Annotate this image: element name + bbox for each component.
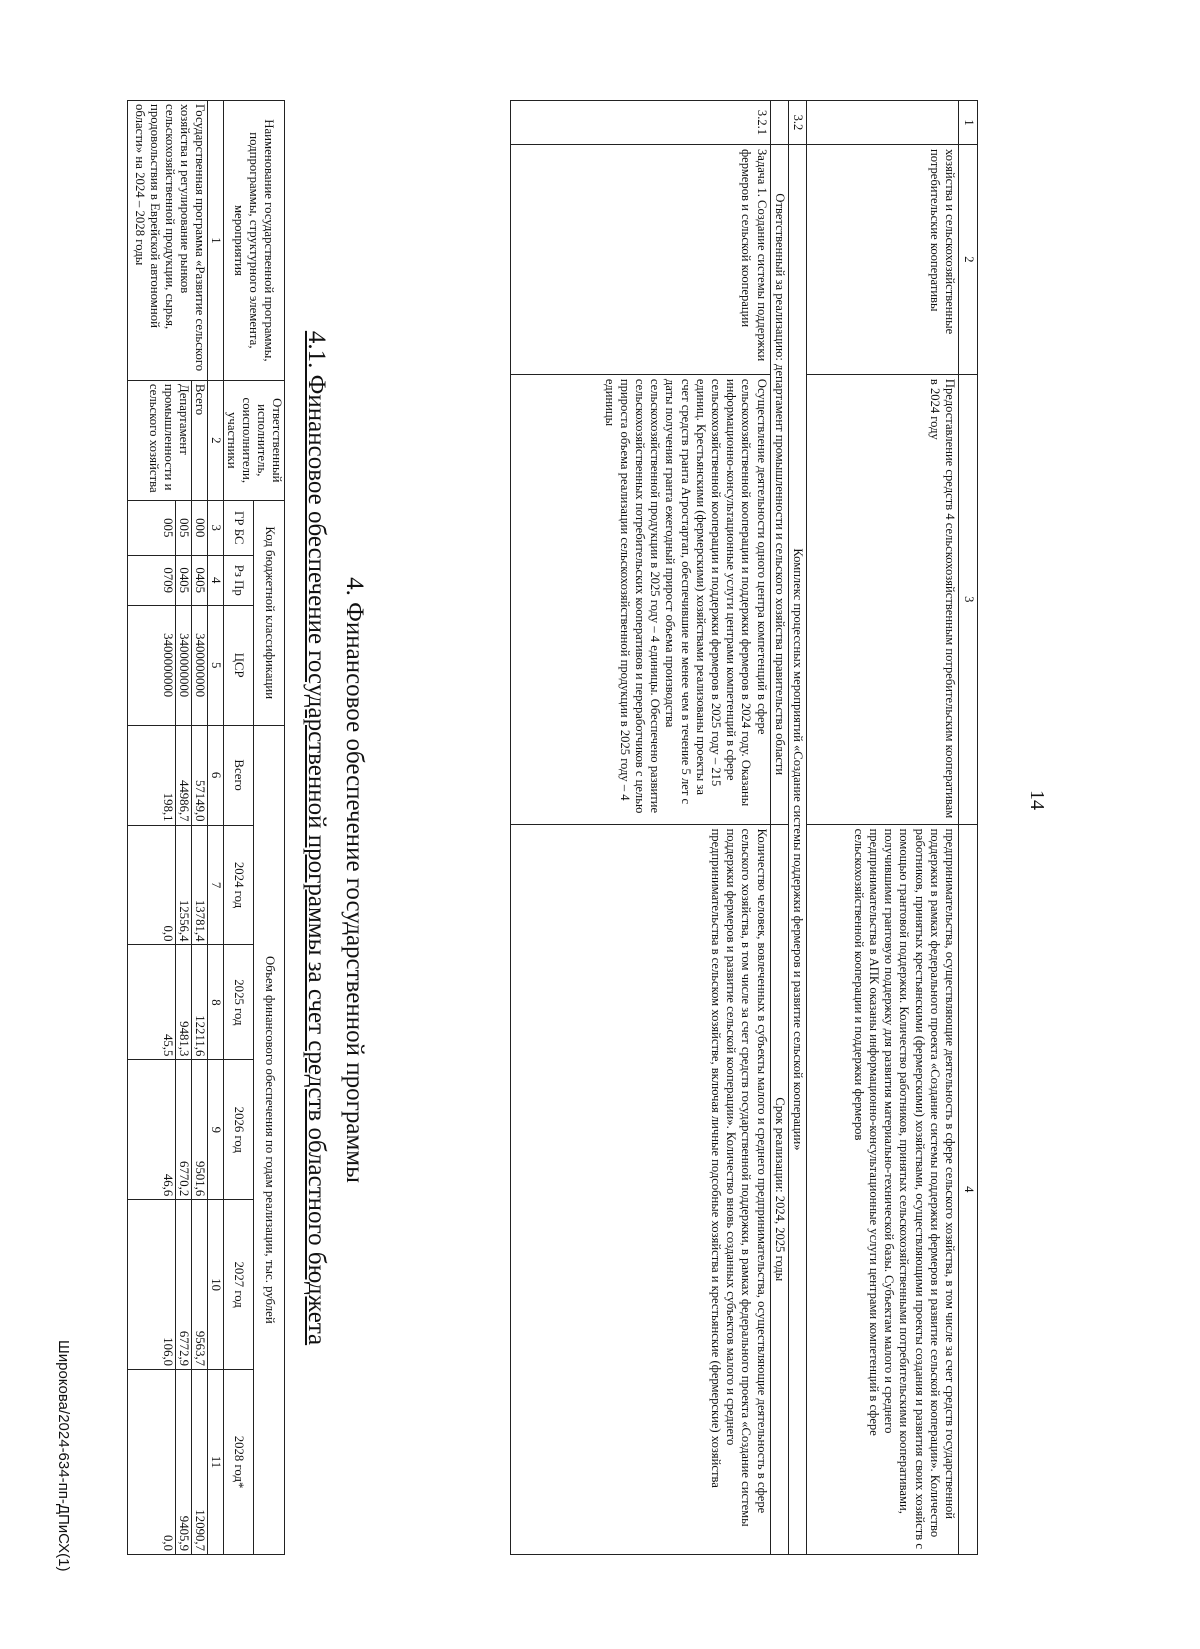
- rzpr-cell: 0405: [192, 555, 208, 605]
- period-cell: Срок реализации: 2024, 2025 годы: [770, 824, 788, 1554]
- grbs-cell: 005: [176, 500, 192, 555]
- table-row: [510, 101, 770, 1555]
- csr-cell: 3400000000: [176, 605, 192, 725]
- task-cell: хозяйства и сельскохозяйственные потребительские кооперативы: [807, 144, 959, 374]
- grbs-cell: 005: [128, 500, 176, 555]
- year-cell: 45,5: [128, 945, 176, 1060]
- program-name-cell: Государственная программа «Развитие сельского хозяйства и регулирование рынков сельскохозяйственной продукции, сырья, продовольствия в Еврейской автономной области» на 2024 – 2028 годы: [128, 101, 208, 381]
- indicator-cell: Количество человек, вовлеченных в субъекты малого и среднего предпринимательства, осуществляющие деятельность в сфере сельского хозяйства, в том числе за счет средств государственной поддержки, в рамках федерального проекта «Создание системы поддержки фермеров и развитие сельской кооперации». Количество вновь созданных субъектов малого и среднего предпринимательства в сельском хозяйстве, включая личные подсобные хозяйства и крестьянские (фермерские) хозяйства: [510, 824, 770, 1554]
- year-cell: 6770,2: [176, 1060, 192, 1200]
- total-cell: 44986,7: [176, 725, 192, 825]
- program-structure-table: [510, 100, 978, 1555]
- subsection-title: 4.1. Финансовое обеспечение государственной программы за счет средств областного бюджета: [303, 330, 330, 1346]
- header-rzpr: Рз Пр: [224, 555, 255, 605]
- column-number: 1: [208, 101, 224, 381]
- year-cell: 0,0: [128, 1370, 176, 1555]
- header-year-2025: 2025 год: [224, 945, 255, 1060]
- document-footer-code: Широкова/2024-634-пп-ДПиСХ(1): [55, 1340, 72, 1572]
- header-volume: Объем финансового обеспечения по годам реализации, тыс. рублей: [254, 725, 285, 1554]
- year-cell: 0,0: [128, 825, 176, 945]
- rzpr-cell: 0709: [128, 555, 176, 605]
- row-number-cell: 3.2: [788, 101, 806, 145]
- responsible-cell: Ответственный за реализацию: департамент промышленности и сельского хозяйства правительства области: [770, 144, 788, 824]
- column-number: 8: [208, 945, 224, 1060]
- row-number-cell: 3.2.1: [510, 101, 770, 145]
- csr-cell: 3400000000: [128, 605, 176, 725]
- responsible-cell: Департамент промышленности и сельского хозяйства: [128, 380, 192, 500]
- financing-table: [127, 100, 285, 1555]
- column-number: 1: [959, 101, 978, 145]
- row-number-cell: [807, 101, 959, 145]
- grbs-cell: 000: [192, 500, 208, 555]
- table-header-row: [959, 101, 978, 1555]
- year-cell: 106,0: [128, 1200, 176, 1370]
- header-responsible: Ответственный исполнитель, соисполнители, участники: [224, 380, 285, 500]
- year-cell: 12211,6: [192, 945, 208, 1060]
- indicator-cell: предпринимательства, осуществляющие деятельность в сфере сельского хозяйства, в том числе за счет средств государственной поддержки в рамках федерального проекта «Создание системы поддержки фермеров и развитие сельской кооперации». Количество работников, принятых крестьянскими (фермерскими) хозяйствами, осуществляющими проекты создания и развития своих хозяйств с помощью грантовой поддержки. Количество работников, принятых сельскохозяйственными потребительскими кооперативами, получившими грантовую поддержку для развития материально-технической базы. Субъектам малого и среднего предпринимательства в АПК оказаны информационно-консультационные услуги центрами компетенций в сфере сельскохозяйственной кооперации и поддержки фермеров: [807, 824, 959, 1554]
- header-grbs: ГР БС: [224, 500, 255, 555]
- page-number: 14: [1026, 790, 1048, 810]
- rzpr-cell: 0405: [176, 555, 192, 605]
- column-number: 7: [208, 825, 224, 945]
- year-cell: 9563,7: [192, 1200, 208, 1370]
- table-header-row: [254, 101, 285, 1555]
- column-number-row: [208, 101, 224, 1555]
- table-row: [192, 101, 208, 1555]
- csr-cell: 3400000000: [192, 605, 208, 725]
- year-cell: 6772,9: [176, 1200, 192, 1370]
- column-number: 3: [959, 374, 978, 824]
- column-number: 2: [959, 144, 978, 374]
- row-number-cell: [770, 101, 788, 145]
- result-cell: Предоставление средств 4 сельскохозяйственным потребительским кооперативам в 2024 году: [807, 374, 959, 824]
- header-year-2028: 2028 год*: [224, 1370, 255, 1555]
- header-year-2026: 2026 год: [224, 1060, 255, 1200]
- result-cell: Осуществление деятельности одного центра компетенций в сфере сельскохозяйственной кооперации и поддержки фермеров в 2024 году. Оказаны информационно-консультационные услуги центрами компетенций в сфере сельскохозяйственной кооперации и поддержки фермеров в 2025 году – 215 единиц. Крестьянскими (фермерскими) хозяйствами реализованы проекты за счет средств гранта Агростартап, обеспечившие не менее чем в течение 5 лет с даты получения гранта ежегодный прирост объема производства сельскохозяйственной продукции в 2025 году – 4 единицы. Обеспечено развитие сельскохозяйственных потребительских кооперативов и переработчиков с целью прироста объема реализации сельскохозяйственной продукции в 2025 году – 4 единицы: [510, 374, 770, 824]
- header-year-2027: 2027 год: [224, 1200, 255, 1370]
- header-year-2024: 2024 год: [224, 825, 255, 945]
- year-cell: 9481,3: [176, 945, 192, 1060]
- task-cell: Задача 1. Создание системы поддержки фермеров и сельской кооперации: [510, 144, 770, 374]
- column-number: 3: [208, 500, 224, 555]
- total-cell: 198,1: [128, 725, 176, 825]
- year-cell: 12090,7: [192, 1370, 208, 1555]
- total-cell: 57149,0: [192, 725, 208, 825]
- column-number: 4: [208, 555, 224, 605]
- table-row: [788, 101, 806, 1555]
- column-number: 6: [208, 725, 224, 825]
- column-number: 9: [208, 1060, 224, 1200]
- column-number: 10: [208, 1200, 224, 1370]
- column-number: 11: [208, 1370, 224, 1555]
- column-number: 4: [959, 824, 978, 1554]
- section-title: 4. Финансовое обеспечение государственной программы: [341, 577, 368, 1183]
- year-cell: 9501,6: [192, 1060, 208, 1200]
- table-row: [770, 101, 788, 1555]
- complex-title: Комплекс процессных мероприятий «Создание системы поддержки фермеров и развитие сельской кооперации»: [788, 144, 806, 1554]
- year-cell: 13781,4: [192, 825, 208, 945]
- column-number: 5: [208, 605, 224, 725]
- header-budget-code: Код бюджетной классификации: [254, 500, 285, 725]
- column-number: 2: [208, 380, 224, 500]
- table-row: [807, 101, 959, 1555]
- year-cell: 46,6: [128, 1060, 176, 1200]
- year-cell: 12556,4: [176, 825, 192, 945]
- year-cell: 9405,9: [176, 1370, 192, 1555]
- header-total: Всего: [224, 725, 255, 825]
- responsible-cell: Всего: [192, 380, 208, 500]
- header-name: Наименование государственной программы, подпрограммы, структурного элемента, мероприятия: [224, 101, 285, 381]
- header-csr: ЦСР: [224, 605, 255, 725]
